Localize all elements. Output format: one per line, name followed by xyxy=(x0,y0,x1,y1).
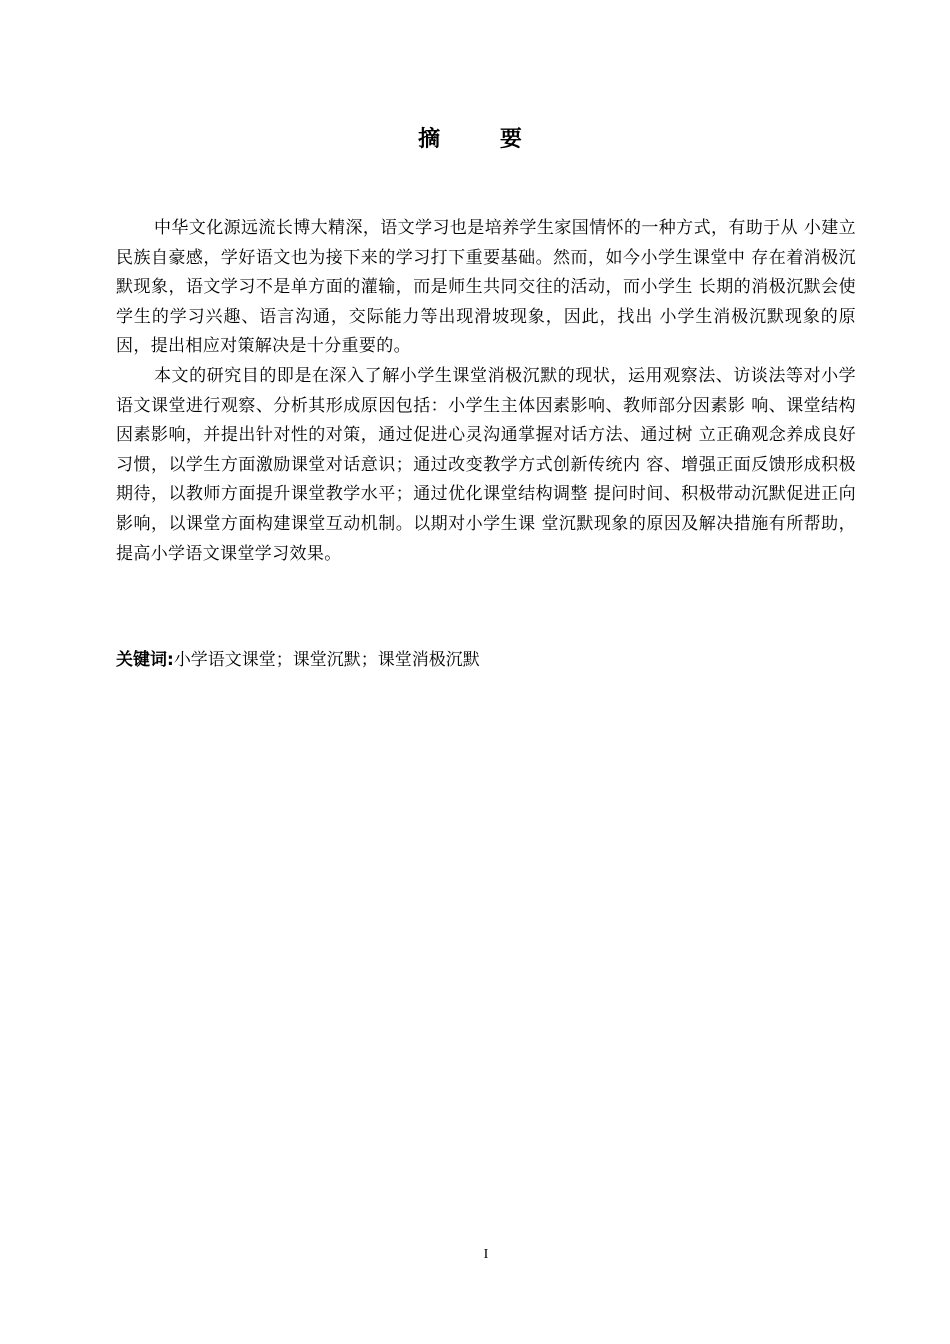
abstract-title: 摘 要 xyxy=(418,126,548,152)
abstract-paragraph-1: 中华文化源远流长博大精深，语文学习也是培养学生家国情怀的一种方式，有助于从 小建立民族自豪感，学好语文也为接下来的学习打下重要基础。然而，如今小学生课堂中 存在着消极沉默现象，语文学习不是单方面的灌输，而是师生共同交往的活动，而小学生 长期的消极沉默会使学生的学习兴趣、语言沟通，交际能力等出现滑坡现象，因此，找出 小学生消极沉默现象的原因，提出相应对策解决是十分重要的。 xyxy=(116,218,856,357)
keywords-label: 关键词: xyxy=(116,650,174,670)
abstract-body xyxy=(116,214,856,569)
abstract-paragraph-2: 本文的研究目的即是在深入了解小学生课堂消极沉默的现状，运用观察法、访谈法等对小学语文课堂进行观察、分析其形成原因包括：小学生主体因素影响、教师部分因素影 响、课堂结构因素影响，并提出针对性的对策，通过促进心灵沟通掌握对话方法、通过树 立正确观念养成良好习惯，以学生方面激励课堂对话意识；通过改变教学方式创新传统内 容、增强正面反馈形成积极期待，以教师方面提升课堂教学水平；通过优化课堂结构调整 提问时间、积极带动沉默促进正向影响，以课堂方面构建课堂互动机制。以期对小学生课 堂沉默现象的原因及解决措施有所帮助，提高小学语文课堂学习效果。 xyxy=(116,365,856,564)
page-number: I xyxy=(483,1247,489,1262)
keywords-value: 小学语文课堂；课堂沉默；课堂消极沉默 xyxy=(173,650,480,670)
keywords-line xyxy=(116,646,856,674)
